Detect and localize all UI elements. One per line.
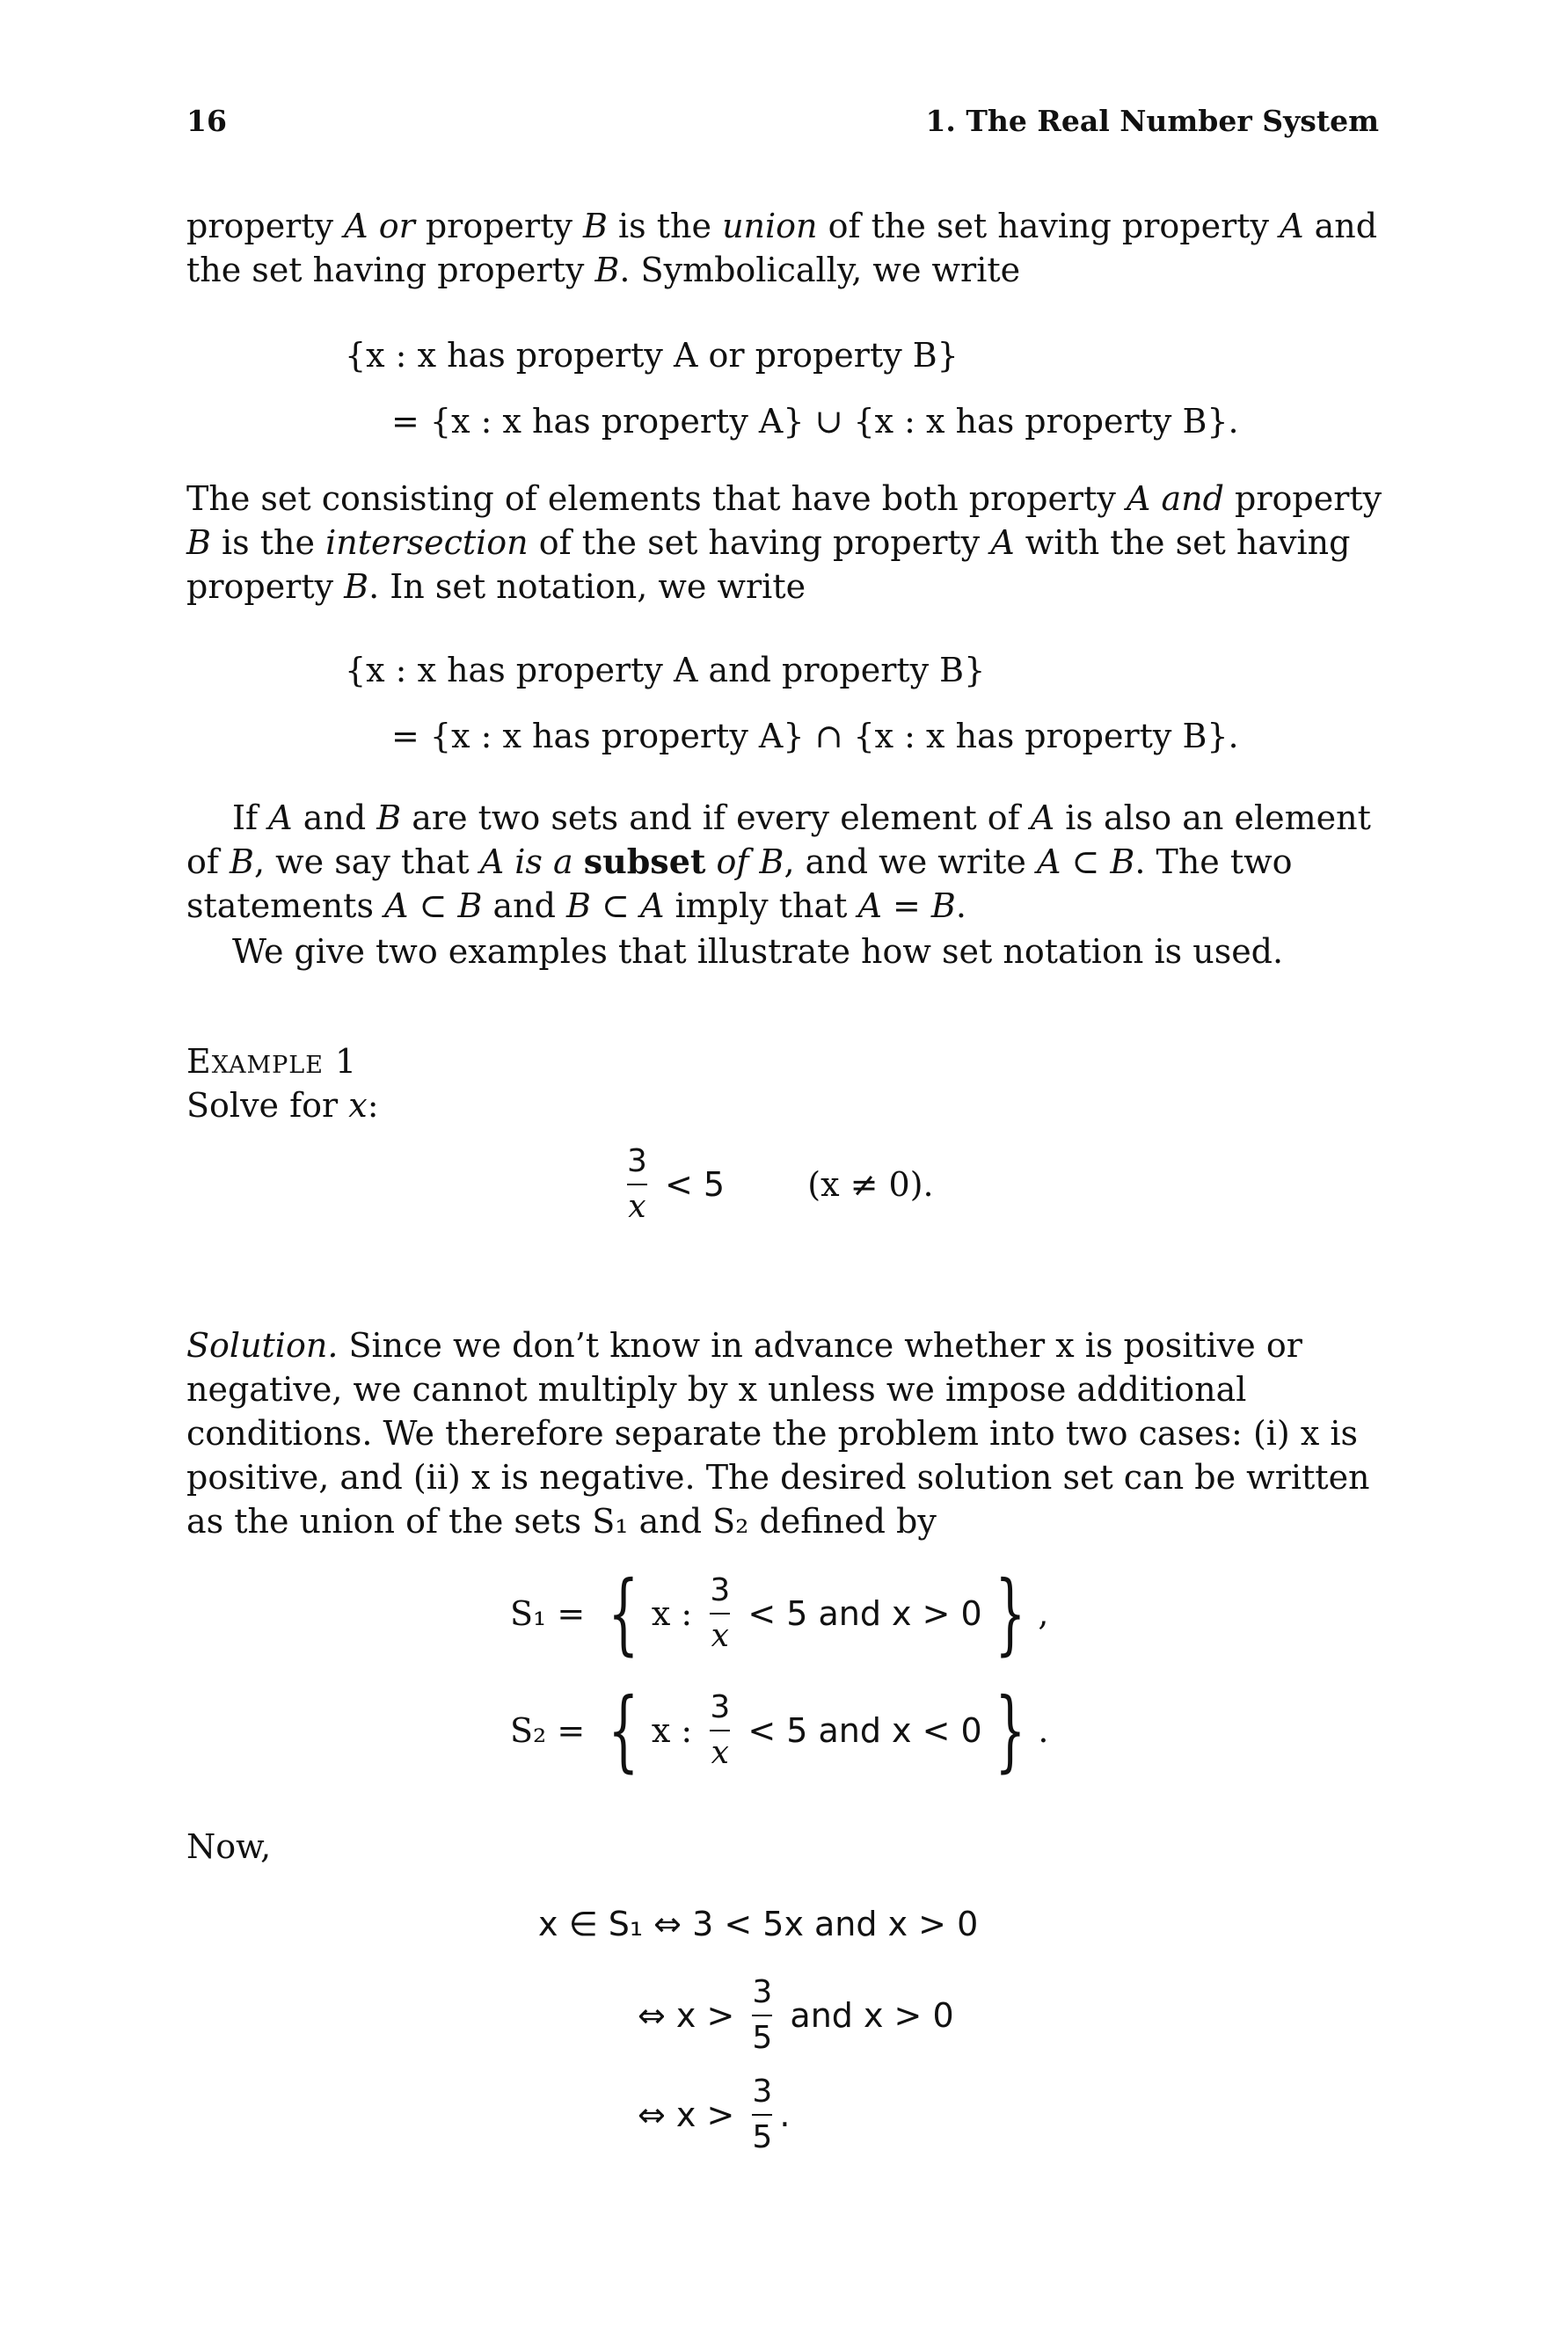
set-s2-definition: S₂ = { x : $\frac{3}{x}$ < 5 and x < 0 } .: [510, 1679, 1049, 1782]
paragraph-examples-intro: We give two examples that illustrate how set notation is used.: [232, 932, 1284, 971]
problem-inequality: $\frac{3}{x}$ < 5 (x ≠ 0).: [627, 1143, 934, 1225]
derivation-line2: ⇔ x > $\frac{3}{5}$ and x > 0: [638, 1974, 954, 2056]
union-eq-line1: {x : x has property A or property B}: [345, 336, 959, 375]
derivation-line3: ⇔ x > $\frac{3}{5}$ .: [638, 2074, 791, 2155]
page-number: 16: [186, 104, 227, 138]
now-text: Now,: [186, 1827, 272, 1866]
example-label: Example 1: [186, 1042, 358, 1081]
fraction-3-over-x: $\frac{3}{x}$: [627, 1143, 647, 1225]
solution-paragraph: Solution. Since we don’t know in advance whether x is positive or negative, we cannot multiply by x unless we impose additional conditions. We therefore separate the problem into two cases: (i) x is positive, and (ii) x is negative. The desired solution set can be written as the union of the sets S₁ and S₂ defined by: [186, 1326, 1370, 1541]
example-prompt: Solve for x:: [186, 1086, 379, 1125]
running-header: 1. The Real Number System: [925, 104, 1379, 138]
union-eq-line2: = {x : x has property A} ∪ {x : x has property B}.: [391, 402, 1239, 441]
set-s1-definition: S₁ = { x : $\frac{3}{x}$ < 5 and x > 0 } ,: [510, 1562, 1049, 1665]
intersection-eq-line1: {x : x has property A and property B}: [345, 651, 986, 689]
paragraph-subset: If A and B are two sets and if every element of A is also an element of B, we say that A is a subset of B, and we write A ⊂ B. The two statements A ⊂ B and B ⊂ A imply that A = B.: [186, 798, 1371, 925]
intersection-eq-line2: = {x : x has property A} ∩ {x : x has property B}.: [391, 717, 1239, 755]
paragraph-intersection: The set consisting of elements that have both property A and property B is the intersection of the set having property A with the set having property B. In set notation, we write: [186, 479, 1382, 606]
derivation-line1: x ∈ S₁ ⇔ 3 < 5x and x > 0: [538, 1905, 979, 1943]
paragraph-union: property A or property B is the union of the set having property A and the set having property B. Symbolically, we write: [186, 207, 1378, 289]
